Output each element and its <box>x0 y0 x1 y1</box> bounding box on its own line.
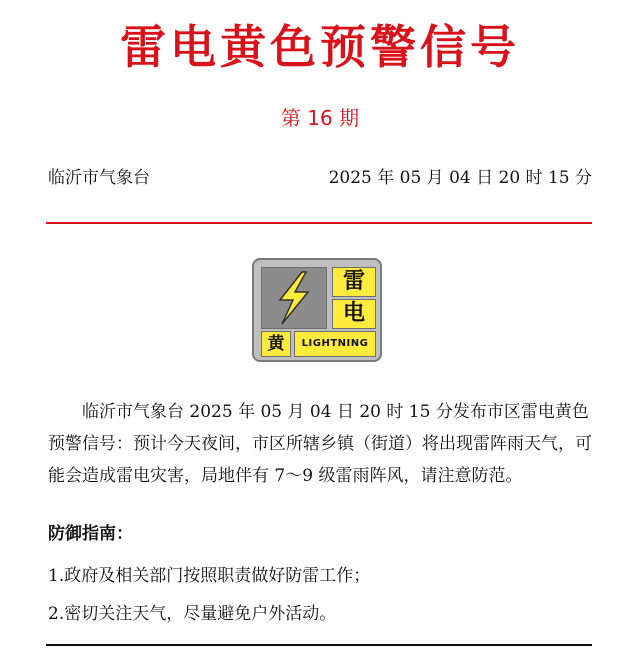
issue-number: 第 16 期 <box>280 106 360 130</box>
signal-english-label: LIGHTNING <box>294 331 376 357</box>
guidance-item: 2.密切关注天气，尽量避免户外活动。 <box>48 604 337 624</box>
signal-level-char: 黄 <box>261 331 291 357</box>
warning-body <box>48 396 596 492</box>
header-divider <box>46 222 592 224</box>
lightning-yellow-signal-icon <box>252 258 382 362</box>
bolt-panel <box>261 267 327 329</box>
page-title: 雷电黄色预警信号 <box>120 20 520 74</box>
warning-paragraph: 临沂市气象台 2025 年 05 月 04 日 20 时 15 分发布市区雷电黄色预警信号：预计今天夜间，市区所辖乡镇（街道）将出现雷阵雨天气，可能会造成雷电灾害，局地伴有 7～9 级雷雨阵风，请注意防范。 <box>48 402 592 486</box>
guidance-item: 1.政府及相关部门按照职责做好防雷工作； <box>48 566 371 586</box>
guidance-heading: 防御指南： <box>48 524 133 544</box>
footer-divider <box>46 644 592 646</box>
meta-row <box>48 165 592 191</box>
lightning-bolt-icon <box>262 268 326 328</box>
signal-char-bottom: 电 <box>332 299 376 329</box>
signal-char-top: 雷 <box>332 267 376 297</box>
issuer: 临沂市气象台 <box>48 168 150 188</box>
issue-datetime: 2025 年 05 月 04 日 20 时 15 分 <box>328 168 592 188</box>
